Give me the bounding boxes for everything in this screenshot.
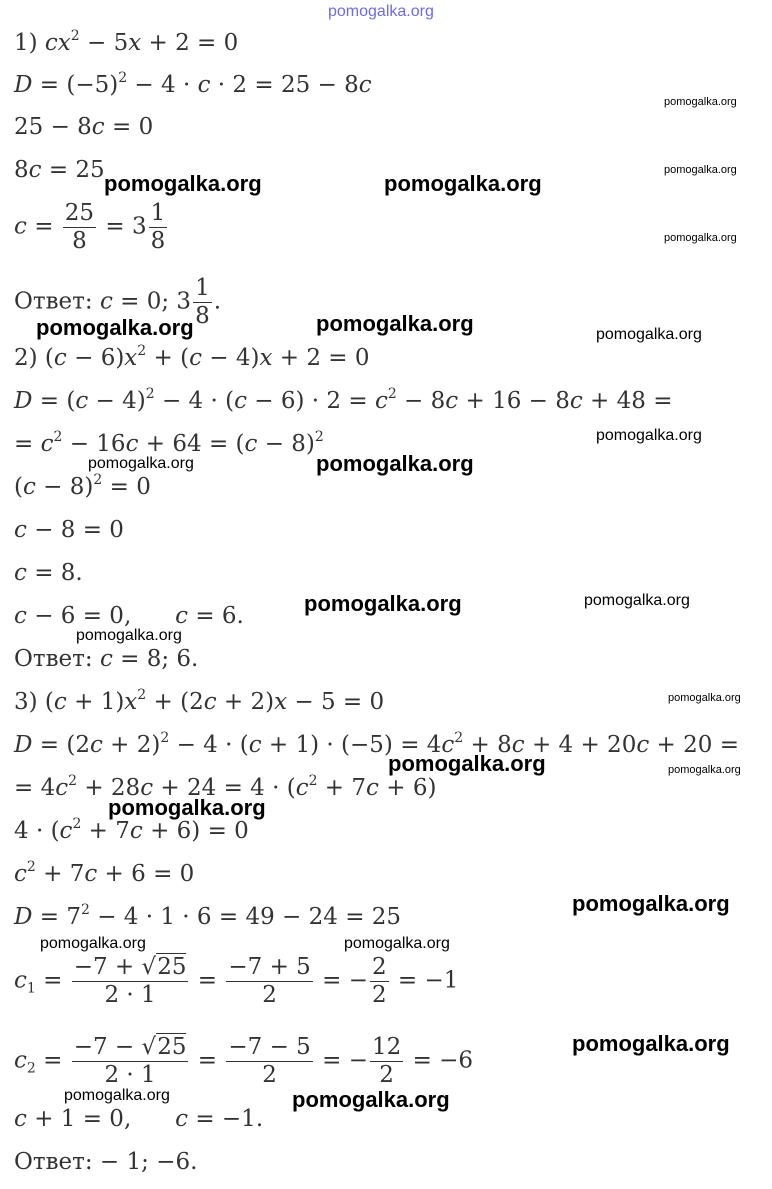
- task3-answer: Ответ: − 1; −6.: [14, 1149, 198, 1175]
- site-watermark: pomogalka.org: [292, 1087, 450, 1112]
- site-watermark: pomogalka.org: [572, 891, 730, 916]
- site-watermark: pomogalka.org: [596, 326, 702, 343]
- task2-step: c = 8.: [14, 560, 83, 586]
- answer-label: Ответ:: [14, 288, 93, 315]
- site-watermark: pomogalka.org: [388, 751, 546, 776]
- site-watermark: pomogalka.org: [596, 427, 702, 444]
- site-watermark: pomogalka.org: [64, 1087, 170, 1104]
- task1-answer: Ответ: c = 0; 3 $\frac{1}{8}$ .: [14, 275, 222, 329]
- site-watermark: pomogalka.org: [344, 935, 450, 952]
- task1-equation: 1) $cx^2 - 5x + 2 = 0$: [14, 28, 239, 56]
- task1-solution: c = $\frac{25}{8}$ = 3 $\frac{1}{8}$: [14, 200, 166, 254]
- task3-step: c + 1 = 0, c = −1.: [14, 1106, 264, 1132]
- site-watermark: pomogalka.org: [572, 1031, 730, 1056]
- task2-discriminant-cont: = $c^2 - 16c + 64 = (c - 8)^2$: [14, 429, 324, 457]
- site-watermark: pomogalka.org: [316, 451, 474, 476]
- task1-number: 1): [14, 30, 38, 56]
- task1-discriminant: $D = (-5)^2 - 4 \cdot c \cdot 2 = 25 - 8c$: [14, 70, 372, 98]
- task2-answer: Ответ: c = 8; 6.: [14, 646, 199, 672]
- site-watermark: pomogalka.org: [328, 3, 434, 20]
- task2-step: $(c - 8)^2 = 0$: [14, 472, 151, 500]
- site-watermark: pomogalka.org: [664, 164, 737, 176]
- task1-step: 8c = 25: [14, 157, 105, 183]
- task2-step: c − 6 = 0, c = 6.: [14, 603, 244, 629]
- task3-discriminant-cont: = $4c^2 + 28c + 24 = 4 \cdot (c^2 + 7c + 6)$: [14, 773, 437, 801]
- site-watermark: pomogalka.org: [664, 96, 737, 108]
- task2-step: c − 8 = 0: [14, 517, 124, 543]
- task3-equation: 3) $(c + 1)x^2 + (2c + 2)x - 5 = 0$: [14, 687, 385, 715]
- task2-discriminant: $D = (c - 4)^2 - 4 \cdot (c - 6) \cdot 2 = c^2 - 8c + 16 - 8c + 48$ =: [14, 386, 673, 414]
- task3-number: 3): [14, 689, 38, 715]
- answer-label: Ответ:: [14, 1149, 93, 1175]
- site-watermark: pomogalka.org: [668, 764, 741, 776]
- task3-root1: $c_1$ = $\frac{-7 + √25}{2 \cdot 1}$ = $\frac{-7 + 5}{2}$ = − $\frac{2}{2}$ = −1: [14, 954, 459, 1008]
- site-watermark: pomogalka.org: [664, 232, 737, 244]
- task3-discriminant: $D = (2c + 2)^2 - 4 \cdot (c + 1) \cdot (-5) = 4c^2 + 8c + 4 + 20c + 20$ =: [14, 730, 739, 758]
- answer-label: Ответ:: [14, 646, 93, 672]
- site-watermark: pomogalka.org: [76, 627, 182, 644]
- site-watermark: pomogalka.org: [316, 311, 474, 336]
- site-watermark: pomogalka.org: [584, 592, 690, 609]
- site-watermark: pomogalka.org: [88, 455, 194, 472]
- task2-number: 2): [14, 345, 38, 371]
- task3-root2: $c_2$ = $\frac{-7 - √25}{2 \cdot 1}$ = $\frac{-7 - 5}{2}$ = − $\frac{12}{2}$ = −6: [14, 1034, 474, 1088]
- task3-discriminant2: $D = 7^2 - 4 \cdot 1 \cdot 6 = 49 - 24 = 25$: [14, 902, 402, 930]
- site-watermark: pomogalka.org: [108, 795, 266, 820]
- task1-step: 25 − 8c = 0: [14, 114, 154, 140]
- site-watermark: pomogalka.org: [384, 171, 542, 196]
- task3-step: $4 \cdot (c^2 + 7c + 6) = 0$: [14, 816, 249, 844]
- site-watermark: pomogalka.org: [668, 692, 741, 704]
- site-watermark: pomogalka.org: [304, 591, 462, 616]
- task2-equation: 2) $(c - 6)x^2 + (c - 4)x + 2 = 0$: [14, 343, 370, 371]
- task3-step: $c^2 + 7c + 6 = 0$: [14, 859, 195, 887]
- site-watermark: pomogalka.org: [36, 315, 194, 340]
- site-watermark: pomogalka.org: [104, 171, 262, 196]
- site-watermark: pomogalka.org: [40, 935, 146, 952]
